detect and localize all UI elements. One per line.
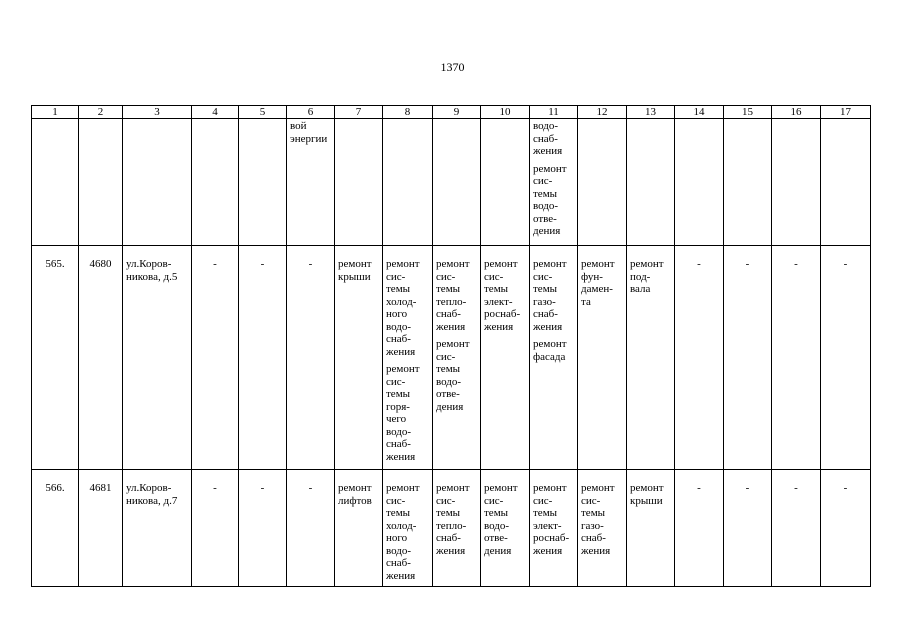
column-header: 13 — [627, 106, 675, 119]
column-header: 14 — [675, 106, 724, 119]
table-cell: ремонт сис- темы водо- отве- дения — [484, 482, 518, 557]
column-header: 10 — [481, 106, 530, 119]
column-header: 16 — [772, 106, 821, 119]
table-cell: ремонт сис- темы элект- роснаб- жения — [533, 482, 570, 557]
column-number-row — [32, 106, 871, 119]
table-cell: - — [821, 246, 871, 470]
column-header: 2 — [79, 106, 123, 119]
table-cell: ремонт сис- темы горя- чего водо- снаб- жения — [386, 363, 420, 463]
column-header: 6 — [287, 106, 335, 119]
column-header: 3 — [123, 106, 192, 119]
table-cell: - — [724, 470, 772, 587]
page-number: 1370 — [440, 60, 465, 74]
column-header: 17 — [821, 106, 871, 119]
column-header: 7 — [335, 106, 383, 119]
table-cell: ремонт фун- дамен- та — [581, 258, 615, 308]
building-id: 4680 — [79, 246, 123, 470]
table-cell: - — [239, 470, 287, 587]
table-cell: ремонт сис- темы элект- роснаб- жения — [484, 258, 521, 333]
table-row-566 — [32, 470, 871, 587]
column-header: 1 — [32, 106, 79, 119]
table-cell: ремонт сис- темы тепло- снаб- жения — [436, 258, 470, 333]
table-cell: - — [239, 246, 287, 470]
table-cell: ремонт сис- темы тепло- снаб- жения — [436, 482, 470, 557]
column-header: 4 — [192, 106, 239, 119]
table-cell: ремонт сис- темы водо- отве- дения — [436, 338, 470, 413]
column-header: 15 — [724, 106, 772, 119]
column-header: 12 — [578, 106, 627, 119]
table-cell: - — [821, 470, 871, 587]
table-cell: ремонт под- вала — [630, 258, 664, 295]
table-row-continuation — [32, 119, 871, 246]
table-cell: ремонт крыши — [338, 258, 372, 283]
column-header: 11 — [530, 106, 578, 119]
table-cell: ремонт сис- темы газо- снаб- жения — [581, 482, 615, 557]
building-id: 4681 — [79, 470, 123, 587]
repair-program-table — [31, 105, 871, 587]
table-cell: водо- снаб- жения — [533, 120, 563, 157]
table-cell: ремонт лифтов — [338, 482, 372, 507]
table-cell: ремонт сис- темы водо- отве- дения — [533, 162, 567, 237]
table-cell: ремонт сис- темы холод- ного водо- снаб- жения — [386, 482, 420, 582]
column-header: 5 — [239, 106, 287, 119]
table-cell: - — [287, 246, 335, 470]
table-cell: - — [192, 470, 239, 587]
table-cell: - — [287, 470, 335, 587]
table-row-565 — [32, 246, 871, 470]
table-cell: - — [675, 470, 724, 587]
table-cell: - — [772, 246, 821, 470]
address: ул.Коров- никова, д.5 — [126, 258, 178, 283]
row-number: 565. — [32, 246, 79, 470]
table-cell: ремонт сис- темы газо- снаб- жения — [533, 258, 567, 333]
table-cell: ремонт крыши — [630, 482, 664, 507]
table-cell: ремонт фасада — [533, 338, 567, 363]
table-cell: - — [772, 470, 821, 587]
row-number: 566. — [32, 470, 79, 587]
address: ул.Коров- никова, д.7 — [126, 482, 178, 507]
table-cell: ремонт сис- темы холод- ного водо- снаб- жения — [386, 258, 420, 358]
column-header: 8 — [383, 106, 433, 119]
table-cell: - — [675, 246, 724, 470]
table-cell: - — [724, 246, 772, 470]
column-header: 9 — [433, 106, 481, 119]
table-cell: - — [192, 246, 239, 470]
table-cell: вой энергии — [290, 120, 328, 145]
